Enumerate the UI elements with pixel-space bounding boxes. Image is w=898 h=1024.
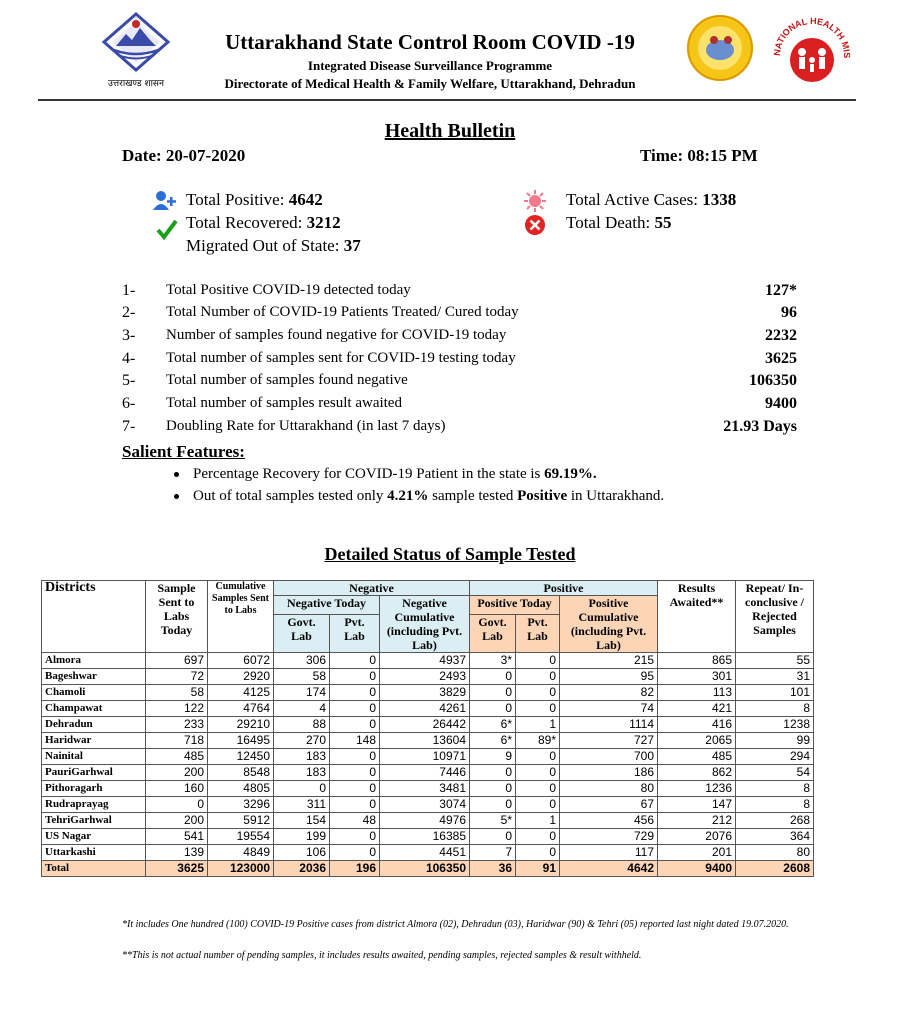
table-cell: 36 (470, 861, 516, 877)
table-row (42, 749, 814, 765)
table-cell: 1 (516, 717, 560, 733)
table-cell: 0 (516, 669, 560, 685)
table-cell: 13604 (380, 733, 470, 749)
table-cell: 54 (736, 765, 814, 781)
table-cell: 700 (560, 749, 658, 765)
table-cell: 8548 (208, 765, 274, 781)
table-cell: 6* (470, 733, 516, 749)
table-cell: 19554 (208, 829, 274, 845)
table-row (42, 797, 814, 813)
table-cell: 91 (516, 861, 560, 877)
table-row (42, 829, 814, 845)
total-death-label: Total Death: (566, 213, 651, 232)
table-cell: 0 (470, 765, 516, 781)
stat-description: Total number of samples found negative (166, 372, 408, 388)
migrated-value: 37 (343, 236, 361, 255)
district-name-cell: Champawat (42, 701, 146, 717)
table-cell: 301 (658, 669, 736, 685)
table-cell: 3481 (380, 781, 470, 797)
table-cell: 0 (330, 845, 380, 861)
table-cell: 0 (330, 685, 380, 701)
table-row (42, 781, 814, 797)
table-cell: 183 (274, 749, 330, 765)
header-positive-cumulative: Positive Cumulative (including Pvt. Lab) (560, 596, 658, 653)
header-cumulative-sent: Cumulative Samples Sent to Labs (208, 581, 274, 653)
table-row (42, 717, 814, 733)
bullet-dot (174, 494, 179, 499)
table-cell: 8 (736, 781, 814, 797)
table-cell: 862 (658, 765, 736, 781)
table-cell: 148 (330, 733, 380, 749)
table-cell: 865 (658, 653, 736, 669)
table-cell: 48 (330, 813, 380, 829)
district-name-cell: Nainital (42, 749, 146, 765)
table-cell: 4451 (380, 845, 470, 861)
table-cell: 364 (736, 829, 814, 845)
table-cell: 2065 (658, 733, 736, 749)
positive-word: Positive (517, 488, 568, 504)
table-cell: 95 (560, 669, 658, 685)
table-cell: 2493 (380, 669, 470, 685)
emblem-caption: उत्तराखण्ड शासन (107, 79, 164, 89)
table-cell: 7446 (380, 765, 470, 781)
table-cell: 1114 (560, 717, 658, 733)
table-cell: 160 (146, 781, 208, 797)
detailed-status-heading: Detailed Status of Sample Tested (324, 544, 576, 564)
stat-value: 21.93 Days (723, 418, 797, 435)
table-cell: 0 (330, 829, 380, 845)
total-recovered-label: Total Recovered: (186, 213, 303, 232)
table-cell: 421 (658, 701, 736, 717)
table-cell: 0 (330, 653, 380, 669)
total-death-value: 55 (654, 213, 672, 232)
stat-number: 5- (122, 372, 136, 389)
table-cell: 123000 (208, 861, 274, 877)
table-cell: 31 (736, 669, 814, 685)
salient-bullet-positivity (174, 488, 664, 505)
district-name-cell: Chamoli (42, 685, 146, 701)
stat-description: Total Positive COVID-19 detected today (166, 282, 411, 298)
stat-number: 4- (122, 350, 136, 367)
table-cell: 8 (736, 797, 814, 813)
table-cell: 113 (658, 685, 736, 701)
table-cell: 0 (470, 701, 516, 717)
header-districts: Districts (42, 581, 146, 653)
directorate-subtitle: Directorate of Medical Health & Family Welfare, Uttarakhand, Dehradun (224, 76, 636, 91)
table-cell: 0 (146, 797, 208, 813)
bulletin-time: Time: 08:15 PM (640, 146, 758, 165)
table-cell: 106350 (380, 861, 470, 877)
check-icon (156, 218, 178, 240)
table-cell: 541 (146, 829, 208, 845)
table-cell: 82 (560, 685, 658, 701)
stat-value: 2232 (765, 327, 797, 344)
table-cell: 88 (274, 717, 330, 733)
table-cell: 729 (560, 829, 658, 845)
table-cell: 5912 (208, 813, 274, 829)
table-cell: 122 (146, 701, 208, 717)
stat-description: Number of samples found negative for COVID-19 today (166, 327, 507, 343)
positivity-percent: 4.21% (387, 488, 429, 504)
table-cell: 67 (560, 797, 658, 813)
bullet-text: sample tested (428, 488, 518, 504)
table-cell: 485 (146, 749, 208, 765)
table-cell: 201 (658, 845, 736, 861)
table-cell: 4805 (208, 781, 274, 797)
header-neg-govt-lab: Govt. Lab (274, 615, 330, 653)
table-cell: 58 (146, 685, 208, 701)
table-cell: 0 (516, 653, 560, 669)
table-cell: 4 (274, 701, 330, 717)
stat-value: 106350 (749, 372, 797, 389)
footnote-pending-samples: **This is not actual number of pending samples, it includes results awaited, pending samples, rejected samples & result withheld. (122, 950, 642, 961)
table-cell: 0 (470, 685, 516, 701)
stat-value: 9400 (765, 395, 797, 412)
table-cell: 311 (274, 797, 330, 813)
table-cell: 456 (560, 813, 658, 829)
table-cell: 4764 (208, 701, 274, 717)
table-cell: 306 (274, 653, 330, 669)
district-name-cell: Total (42, 861, 146, 877)
table-row (42, 701, 814, 717)
table-cell: 0 (516, 749, 560, 765)
bullet-text: Out of total samples tested only (193, 488, 388, 504)
table-cell: 196 (330, 861, 380, 877)
table-cell: 212 (658, 813, 736, 829)
migrated-label: Migrated Out of State: (186, 236, 340, 255)
table-cell: 26442 (380, 717, 470, 733)
table-cell: 485 (658, 749, 736, 765)
sample-status-table (41, 580, 814, 877)
table-cell: 9400 (658, 861, 736, 877)
table-cell: 117 (560, 845, 658, 861)
table-cell: 215 (560, 653, 658, 669)
table-cell: 9 (470, 749, 516, 765)
total-active-label: Total Active Cases: (566, 190, 698, 209)
table-row (42, 813, 814, 829)
table-cell: 4849 (208, 845, 274, 861)
control-room-title: Uttarakhand State Control Room COVID -19 (225, 30, 635, 54)
table-cell: 200 (146, 813, 208, 829)
header-pos-govt-lab: Govt. Lab (470, 615, 516, 653)
district-name-cell: US Nagar (42, 829, 146, 845)
table-body (42, 653, 814, 877)
table-cell: 0 (470, 829, 516, 845)
salient-features-heading: Salient Features: (122, 442, 245, 461)
district-name-cell: Haridwar (42, 733, 146, 749)
table-cell: 4642 (560, 861, 658, 877)
table-row (42, 765, 814, 781)
table-cell: 80 (736, 845, 814, 861)
district-name-cell: PauriGarhwal (42, 765, 146, 781)
table-cell: 12450 (208, 749, 274, 765)
table-cell: 233 (146, 717, 208, 733)
table-cell: 58 (274, 669, 330, 685)
district-name-cell: Dehradun (42, 717, 146, 733)
nhm-arc-text: NATIONAL HEALTH MIS (771, 15, 853, 59)
table-cell: 3074 (380, 797, 470, 813)
total-positive (186, 190, 323, 210)
footnote-positive-cases: *It includes One hundred (100) COVID-19 Positive cases from district Almora (02), Dehradun (03), Haridwar (90) & Tehri (05) reported last night dated 19.07.2020. (122, 919, 789, 930)
total-positive-label: Total Positive: (186, 190, 285, 209)
table-cell: 16385 (380, 829, 470, 845)
table-cell: 0 (516, 781, 560, 797)
table-cell: 0 (330, 701, 380, 717)
stat-value: 3625 (765, 350, 797, 367)
table-cell: 0 (330, 765, 380, 781)
table-cell: 270 (274, 733, 330, 749)
table-cell: 0 (330, 749, 380, 765)
table-cell: 0 (330, 717, 380, 733)
table-cell: 200 (146, 765, 208, 781)
table-cell: 3829 (380, 685, 470, 701)
table-cell: 10971 (380, 749, 470, 765)
district-name-cell: Uttarkashi (42, 845, 146, 861)
table-cell: 6* (470, 717, 516, 733)
table-cell: 186 (560, 765, 658, 781)
table-row (42, 669, 814, 685)
table-cell: 416 (658, 717, 736, 733)
table-cell: 147 (658, 797, 736, 813)
district-name-cell: Bageshwar (42, 669, 146, 685)
table-cell: 183 (274, 765, 330, 781)
table-cell: 0 (274, 781, 330, 797)
stat-number: 2- (122, 304, 136, 321)
header-sent-today: Sample Sent to Labs Today (146, 581, 208, 653)
table-cell: 1 (516, 813, 560, 829)
header-neg-pvt-lab: Pvt. Lab (330, 615, 380, 653)
virus-icon (524, 190, 546, 212)
table-cell: 0 (516, 845, 560, 861)
table-cell: 4976 (380, 813, 470, 829)
table-row (42, 733, 814, 749)
header-negative-today: Negative Today (274, 596, 380, 615)
header-results-awaited: Results Awaited** (658, 581, 736, 653)
stat-description: Total number of samples result awaited (166, 395, 402, 411)
recovery-percent: 69.19%. (544, 466, 597, 482)
table-cell: 5* (470, 813, 516, 829)
stat-number: 3- (122, 327, 136, 344)
covid-logo (686, 14, 754, 82)
table-cell: 55 (736, 653, 814, 669)
header-repeat-rejected: Repeat/ In-conclusive / Rejected Samples (736, 581, 814, 653)
total-recovered-value: 3212 (306, 213, 341, 232)
table-row (42, 653, 814, 669)
table-cell: 3* (470, 653, 516, 669)
programme-subtitle: Integrated Disease Surveillance Programme (307, 58, 553, 73)
stat-value: 96 (781, 304, 797, 321)
close-circle-icon (524, 214, 546, 236)
health-bulletin-heading: Health Bulletin (384, 120, 516, 142)
stat-number: 1- (122, 282, 136, 299)
person-add-icon (153, 190, 175, 212)
table-cell: 0 (470, 797, 516, 813)
table-cell: 72 (146, 669, 208, 685)
table-cell: 0 (330, 781, 380, 797)
district-name-cell: TehriGarhwal (42, 813, 146, 829)
table-cell: 0 (516, 797, 560, 813)
stat-description: Total number of samples sent for COVID-19 testing today (166, 350, 516, 366)
table-cell: 0 (516, 685, 560, 701)
table-cell: 718 (146, 733, 208, 749)
table-cell: 268 (736, 813, 814, 829)
table-cell: 139 (146, 845, 208, 861)
table-cell: 0 (330, 797, 380, 813)
table-cell: 0 (516, 829, 560, 845)
table-cell: 3296 (208, 797, 274, 813)
table-cell: 174 (274, 685, 330, 701)
header-negative: Negative (274, 581, 470, 596)
table-cell: 0 (330, 669, 380, 685)
table-cell: 2076 (658, 829, 736, 845)
table-cell: 4261 (380, 701, 470, 717)
table-cell: 7 (470, 845, 516, 861)
district-name-cell: Rudraprayag (42, 797, 146, 813)
table-cell: 2920 (208, 669, 274, 685)
table-cell: 0 (470, 781, 516, 797)
national-health-mission-logo (770, 10, 854, 94)
header-divider (38, 99, 856, 101)
table-cell: 0 (516, 701, 560, 717)
total-recovered (186, 213, 341, 233)
district-name-cell: Pithoragarh (42, 781, 146, 797)
bullet-text: Percentage Recovery for COVID-19 Patient in the state is (193, 466, 545, 482)
total-active-value: 1338 (702, 190, 737, 209)
total-positive-value: 4642 (288, 190, 323, 209)
table-row (42, 685, 814, 701)
bullet-text: in Uttarakhand. (567, 488, 665, 504)
header-pos-pvt-lab: Pvt. Lab (516, 615, 560, 653)
table-cell: 74 (560, 701, 658, 717)
table-cell: 16495 (208, 733, 274, 749)
table-cell: 0 (470, 669, 516, 685)
header-negative-cumulative: Negative Cumulative (including Pvt. Lab) (380, 596, 470, 653)
table-cell: 697 (146, 653, 208, 669)
header-positive: Positive (470, 581, 658, 596)
stat-number: 7- (122, 418, 136, 435)
table-cell: 0 (516, 765, 560, 781)
stat-description: Doubling Rate for Uttarakhand (in last 7 days) (166, 418, 446, 434)
stat-number: 6- (122, 395, 136, 412)
table-row (42, 845, 814, 861)
table-cell: 727 (560, 733, 658, 749)
table-cell: 1238 (736, 717, 814, 733)
stat-description: Total Number of COVID-19 Patients Treated/ Cured today (166, 304, 519, 320)
total-active (566, 190, 736, 210)
table-cell: 99 (736, 733, 814, 749)
migrated-out (186, 236, 361, 256)
table-cell: 4937 (380, 653, 470, 669)
table-cell: 2608 (736, 861, 814, 877)
table-cell: 101 (736, 685, 814, 701)
table-total-row (42, 861, 814, 877)
table-cell: 2036 (274, 861, 330, 877)
table-cell: 29210 (208, 717, 274, 733)
table-cell: 89* (516, 733, 560, 749)
header-positive-today: Positive Today (470, 596, 560, 615)
table-cell: 80 (560, 781, 658, 797)
table-cell: 4125 (208, 685, 274, 701)
table-cell: 6072 (208, 653, 274, 669)
table-cell: 199 (274, 829, 330, 845)
table-cell: 106 (274, 845, 330, 861)
salient-bullet-recovery (174, 466, 597, 483)
table-cell: 8 (736, 701, 814, 717)
stat-value: 127* (765, 282, 797, 299)
table-cell: 294 (736, 749, 814, 765)
district-name-cell: Almora (42, 653, 146, 669)
table-cell: 154 (274, 813, 330, 829)
bulletin-date: Date: 20-07-2020 (122, 146, 246, 165)
total-death (566, 213, 672, 233)
table-cell: 1236 (658, 781, 736, 797)
table-cell: 3625 (146, 861, 208, 877)
bullet-dot (174, 472, 179, 477)
